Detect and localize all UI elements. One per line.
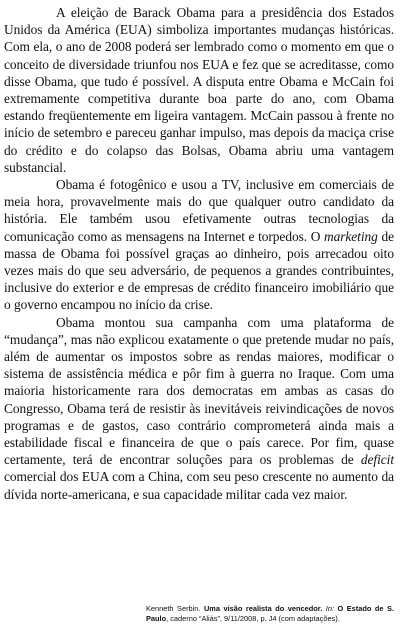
paragraph-3-text-a: Obama montou sua campanha com uma plataforma de “mudança”, mas não explicou exatamente o que pretende mudar no país, além de aumentar os impostos sobre as rendas maiores, modificar o sistema de assistência médica e pôr fim à guerra no Iraque. Com uma maioria historicamente rara dos democratas em ambas as casas do Congresso, Obama terá de resistir às inevitáveis reivindicações de novos programas e de gastos, caso contrário comprometerá ainda mais a estabilidade fiscal e financeira de que o país carece. Por fim, quase certamente, terá de encontrar soluções para os problemas de <box>4 314 394 468</box>
paragraph-3 <box>4 314 394 503</box>
source-citation <box>146 604 394 625</box>
source-details: , caderno “Aliás”, 9/11/2008, p. J4 (com adaptações). <box>166 614 340 624</box>
source-title: Uma visão realista do vencedor. <box>203 604 323 613</box>
source-publication: O Estado de S. Paulo <box>146 604 394 624</box>
paragraph-3-text-b: comercial dos EUA com a China, com seu peso crescente no aumento da dívida norte-americana, e sua capacidade militar cada vez maior. <box>4 469 394 502</box>
source-in-label: In: <box>325 604 334 613</box>
paragraph-2-text-b: de massa de Obama foi possível graças ao dinheiro, pois arrecadou oito vezes mais do que seu adversário, de pequenos a grandes contribuintes, inclusive do exterior e de empresas de crédito financeiro imobiliário que o governo encampou no início da crise. <box>4 228 394 313</box>
paragraph-3-italic: deficit <box>360 452 394 468</box>
paragraph-1-text: A eleição de Barack Obama para a presidência dos Estados Unidos da América (EUA) simboliza importantes mudanças históricas. Com ela, o ano de 2008 poderá ser lembrado como o momento em que o conceito de diversidade triunfou nos EUA e fez que se acreditasse, como disse Obama, que tudo é possível. A disputa entre Obama e McCain foi extremamente competitiva durante boa parte do ano, com Obama estando freqüentemente em ligeira vantagem. McCain passou à frente no início de setembro e pareceu ganhar impulso, mas depois da maciça crise do crédito e do colapso das Bolsas, Obama abriu uma vantagem substancial. <box>4 5 394 175</box>
paragraph-2 <box>4 176 394 314</box>
article-body <box>4 4 394 503</box>
source-author: Kenneth Serbin. <box>146 604 201 613</box>
paragraph-2-text-a: Obama é fotogênico e usou a TV, inclusive em comerciais de meia hora, provavelmente mais do que qualquer outro candidato da história. Ele também usou efetivamente outras tecnologias da comunicação como as mensagens na Internet e torpedos. O <box>4 177 394 244</box>
paragraph-2-italic: marketing <box>323 228 378 244</box>
paragraph-1 <box>4 4 394 176</box>
